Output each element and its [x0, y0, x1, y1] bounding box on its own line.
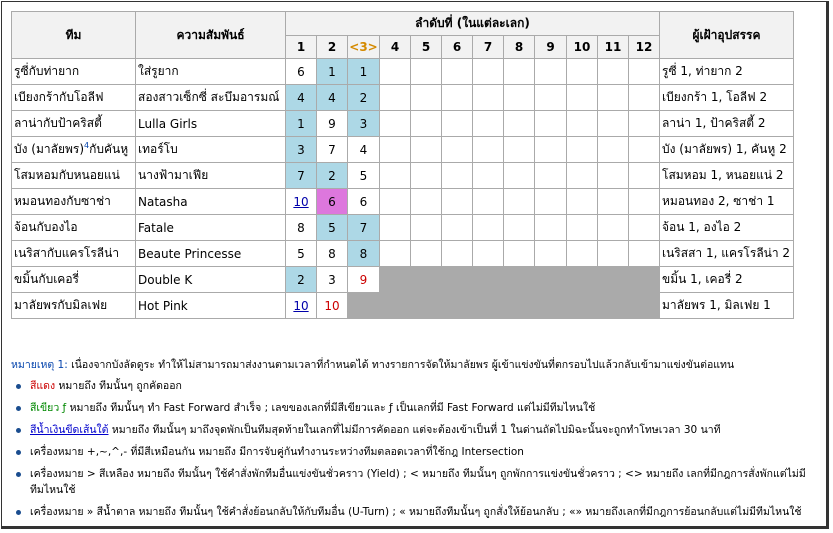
placement-cell-empty: [535, 189, 567, 215]
leg-header-4: 4: [380, 36, 411, 59]
placement-cell-empty: [473, 189, 504, 215]
team-losers: เนริสสา 1, แครโรลีน่า 2: [660, 241, 794, 267]
team-name: หมอนทองกับซาช่า: [12, 189, 136, 215]
placement-cell: 3: [348, 111, 380, 137]
placement-cell: 4: [286, 85, 317, 111]
placement-cell: 3: [286, 137, 317, 163]
team-losers: มาลัยพร 1, มิลเฟย 1: [660, 293, 794, 319]
placement-cell-empty: [473, 111, 504, 137]
placement-cell: 5: [286, 241, 317, 267]
header-losers: ผู้เฝ้าอุปสรรค: [660, 12, 794, 59]
placement-cell-empty: [442, 85, 473, 111]
team-relationship: Fatale: [136, 215, 286, 241]
placement-cell-empty: [598, 215, 629, 241]
placement-cell: 6: [348, 189, 380, 215]
placement-cell: 1: [317, 59, 348, 85]
legend-item: [16, 504, 816, 520]
team-relationship: Natasha: [136, 189, 286, 215]
legend-text: เครื่องหมาย » สีน้ำตาล หมายถึง ทีมนั้นๆ ใช้คำสั่งย้อนกลับให้กับทีมอื่น (U-Turn) ; « หมายถึงทีมนั้นๆ ถูกสั่งให้ย้อนกลับ ; «» หมายถึงเลกที่มีกฎการย้อนกลับแต่ไม่มีทีมไหนใช้: [30, 506, 802, 518]
table-row: [12, 163, 794, 189]
team-relationship: Double K: [136, 267, 286, 293]
leg-header-1: 1: [286, 36, 317, 59]
legend-item: [16, 378, 816, 394]
placement-cell-empty: [411, 189, 442, 215]
placement-cell-empty: [442, 163, 473, 189]
team-relationship: ใส่รูยาก: [136, 59, 286, 85]
bullet-icon: [16, 384, 21, 389]
placement-cell-empty: [411, 163, 442, 189]
placement-cell-empty: [442, 215, 473, 241]
team-name: บัง (มาลัยพร)$^4$กับคันหู: [12, 137, 136, 163]
leg-header-10: 10: [567, 36, 598, 59]
placement-cell-empty: [598, 241, 629, 267]
placement-cell-empty: [442, 59, 473, 85]
leg-header-3: <3>: [348, 36, 380, 59]
legend-item: [16, 422, 816, 438]
placement-cell: [348, 293, 660, 319]
placement-cell-empty: [380, 111, 411, 137]
placement-cell-empty: [473, 85, 504, 111]
placement-cell-empty: [504, 163, 535, 189]
placement-cell: 1: [286, 111, 317, 137]
placement-cell-empty: [535, 241, 567, 267]
placement-cell-empty: [567, 137, 598, 163]
legend-text: หมายถึง ทีมนั้นๆ ทำ Fast Forward สำเร็จ ; เลขของเลกที่มีสีเขียวและ ƒ เป็นเลกที่มี Fast Forward แต่ไม่มีทีมไหนใช้: [66, 402, 596, 414]
placement-cell-empty: [442, 137, 473, 163]
leg-header-7: 7: [473, 36, 504, 59]
placement-cell-empty: [567, 189, 598, 215]
placement-cell: 10: [286, 189, 317, 215]
placement-cell-empty: [504, 137, 535, 163]
bullet-icon: [16, 450, 21, 455]
placement-cell: 4: [317, 85, 348, 111]
eliminated-block: [380, 267, 660, 293]
placement-cell-empty: [442, 241, 473, 267]
placement-cell-empty: [411, 241, 442, 267]
placement-cell-empty: [567, 59, 598, 85]
placement-cell: 8: [286, 215, 317, 241]
footnote-label: หมายเหตุ 1:: [11, 359, 68, 371]
placement-cell-empty: [567, 163, 598, 189]
team-losers: ลาน่า 1, ป้าคริสตี้ 2: [660, 111, 794, 137]
team-losers: ขมิ้น 1, เคอรี่ 2: [660, 267, 794, 293]
placement-cell-empty: [598, 189, 629, 215]
table-row: [12, 241, 794, 267]
header-relationship: ความสัมพันธ์: [136, 12, 286, 59]
placement-cell-empty: [473, 163, 504, 189]
placement-cell-empty: [535, 137, 567, 163]
placement-cell: 9: [317, 111, 348, 137]
team-name: มาลัยพรกับมิลเฟย: [12, 293, 136, 319]
placement-cell-empty: [380, 241, 411, 267]
placement-cell-empty: [629, 85, 660, 111]
team-relationship: Beaute Princesse: [136, 241, 286, 267]
legend-item: [16, 444, 816, 460]
legend-key: สีแดง: [30, 380, 56, 392]
leg-header-11: 11: [598, 36, 629, 59]
placement-cell-empty: [567, 241, 598, 267]
placement-cell-empty: [535, 215, 567, 241]
placement-cell: 7: [348, 215, 380, 241]
leg-header-6: 6: [442, 36, 473, 59]
placement-cell-empty: [473, 137, 504, 163]
legend-text: เครื่องหมาย +,~,^,- ที่มีสีเหมือนกัน หมายถึง มีการจับคู่กันทำงานระหว่างทีมตลอดเวลาที่ใช้กฎ Intersection: [30, 446, 524, 458]
leg-header-2: 2: [317, 36, 348, 59]
bullet-icon: [16, 472, 21, 477]
team-losers: บัง (มาลัยพร) 1, คันหู 2: [660, 137, 794, 163]
table-row: [12, 59, 794, 85]
legend-item: [16, 466, 816, 498]
placement-cell-empty: [380, 59, 411, 85]
placement-cell-empty: [629, 111, 660, 137]
placement-cell: 9: [348, 267, 380, 293]
placement-cell: 1: [348, 59, 380, 85]
placement-cell-empty: [411, 85, 442, 111]
placement-cell-empty: [380, 189, 411, 215]
table-row: [12, 85, 794, 111]
placement-cell-empty: [598, 59, 629, 85]
placement-cell-empty: [629, 137, 660, 163]
placement-cell-empty: [535, 59, 567, 85]
placement-cell-empty: [442, 189, 473, 215]
placement-cell-empty: [567, 215, 598, 241]
placement-cell: 5: [317, 215, 348, 241]
placement-cell: 6: [317, 189, 348, 215]
legend-item: [16, 400, 816, 416]
bullet-icon: [16, 510, 21, 515]
placement-cell-empty: [629, 241, 660, 267]
placement-cell-empty: [535, 85, 567, 111]
placement-cell-empty: [504, 85, 535, 111]
footnote-ref[interactable]: 4: [84, 141, 90, 150]
leg-header-8: 8: [504, 36, 535, 59]
team-losers: จ้อน 1, องไอ 2: [660, 215, 794, 241]
bullet-icon: [16, 406, 21, 411]
leg-header-12: 12: [629, 36, 660, 59]
team-name: ขมิ้นกับเคอรี่: [12, 267, 136, 293]
placement-cell: 7: [286, 163, 317, 189]
placement-cell-empty: [598, 163, 629, 189]
placement-cell-empty: [629, 215, 660, 241]
placement-cell-empty: [598, 111, 629, 137]
team-name: โสมหอมกับหนอยแน่: [12, 163, 136, 189]
team-relationship: Lulla Girls: [136, 111, 286, 137]
placement-cell-empty: [473, 215, 504, 241]
team-relationship: นางฟ้ามาเฟีย: [136, 163, 286, 189]
placement-cell-empty: [535, 111, 567, 137]
placement-cell-empty: [411, 215, 442, 241]
placement-cell-empty: [598, 85, 629, 111]
placement-cell-empty: [629, 163, 660, 189]
legend-key: สีเขียว ƒ: [30, 402, 67, 414]
placement-cell-empty: [411, 137, 442, 163]
team-name: เนริสากับแครโรลีน่า: [12, 241, 136, 267]
legend-text: เครื่องหมาย > สีเหลือง หมายถึง ทีมนั้นๆ ใช้คำสั่งพักทีมอื่นแข่งขันชั่วคราว (Yield) ; < หมายถึง ทีมนั้นๆ ถูกพักการแข่งขันชั่วคราว ; <> หมายถึง เลกที่มีกฎการสั่งพักแต่ไม่มีทีมไหนใช้: [30, 468, 806, 496]
team-name: รูซี่กับท่ายาก: [12, 59, 136, 85]
team-losers: โสมหอม 1, หนอยแน่ 2: [660, 163, 794, 189]
placement-cell: 5: [348, 163, 380, 189]
team-name: เบียงกร้ากับโอลีฟ: [12, 85, 136, 111]
placement-cell-empty: [442, 111, 473, 137]
legend-text: หมายถึง ทีมนั้นๆ มาถึงจุดพักเป็นทีมสุดท้ายในเลกที่ไม่มีการคัดออก แต่จะต้องเข้าเป็นที่ 1 ในด่านถัดไปมิฉะนั้นจะถูกทำโทษเวลา 30 นาที: [108, 424, 721, 436]
placement-cell: 10: [317, 293, 348, 319]
placement-cell-empty: [504, 111, 535, 137]
team-relationship: Hot Pink: [136, 293, 286, 319]
placement-cell-empty: [380, 215, 411, 241]
team-relationship: เทอร์โบ: [136, 137, 286, 163]
team-relationship: สองสาวเซ็กซี่ สะบึมอารมณ์: [136, 85, 286, 111]
table-row: [12, 215, 794, 241]
placement-cell: 10: [286, 293, 317, 319]
leg-header-9: 9: [535, 36, 567, 59]
team-losers: รูซี่ 1, ท่ายาก 2: [660, 59, 794, 85]
header-placement: ลำดับที่ (ในแต่ละเลก): [286, 12, 660, 36]
placement-cell: 8: [317, 241, 348, 267]
table-row: [12, 111, 794, 137]
table-row: [12, 267, 794, 293]
placement-cell-empty: [504, 215, 535, 241]
footnote-text: เนื่องจากบังลัดดูระ ทำให้ไม่สามารถมาส่งงานตามเวลาที่กำหนดได้ ทางรายการจัดให้มาลัยพร ผู้เข้าแข่งขันที่ตกรอบไปแล้วกลับเข้ามาแข่งขันต่อแทน: [71, 359, 735, 371]
team-losers: เบียงกร้า 1, โอลีฟ 2: [660, 85, 794, 111]
placement-cell: 2: [348, 85, 380, 111]
placement-cell: 6: [286, 59, 317, 85]
placement-cell-empty: [567, 85, 598, 111]
leg-header-5: 5: [411, 36, 442, 59]
placement-cell-empty: [380, 85, 411, 111]
placement-cell-empty: [504, 189, 535, 215]
table-row: [12, 293, 794, 319]
placement-cell-empty: [535, 163, 567, 189]
placement-cell: 8: [348, 241, 380, 267]
placement-cell: 3: [317, 267, 348, 293]
placement-cell: 4: [348, 137, 380, 163]
placement-cell-empty: [411, 59, 442, 85]
placement-cell-empty: [380, 163, 411, 189]
footnote: [11, 356, 734, 373]
placement-cell-empty: [504, 59, 535, 85]
placement-cell-empty: [380, 137, 411, 163]
race-results-table: [11, 11, 794, 319]
team-name: ลาน่ากับป้าคริสตี้: [12, 111, 136, 137]
placement-cell-empty: [567, 111, 598, 137]
placement-cell-empty: [504, 241, 535, 267]
placement-cell: 2: [286, 267, 317, 293]
placement-cell-empty: [473, 241, 504, 267]
placement-cell-empty: [629, 189, 660, 215]
team-name: จ้อนกับองไอ: [12, 215, 136, 241]
bullet-icon: [16, 428, 21, 433]
legend-text: หมายถึง ทีมนั้นๆ ถูกคัดออก: [55, 380, 182, 392]
legend-list: [16, 378, 816, 526]
placement-cell: 7: [317, 137, 348, 163]
header-team: ทีม: [12, 12, 136, 59]
placement-cell: 2: [317, 163, 348, 189]
placement-cell-empty: [473, 59, 504, 85]
placement-cell-empty: [598, 137, 629, 163]
table-row: [12, 137, 794, 163]
placement-cell-empty: [411, 111, 442, 137]
table-row: [12, 189, 794, 215]
placement-cell-empty: [629, 59, 660, 85]
legend-key[interactable]: สีน้ำเงินขีดเส้นใต้: [30, 424, 109, 436]
team-losers: หมอนทอง 2, ซาช่า 1: [660, 189, 794, 215]
